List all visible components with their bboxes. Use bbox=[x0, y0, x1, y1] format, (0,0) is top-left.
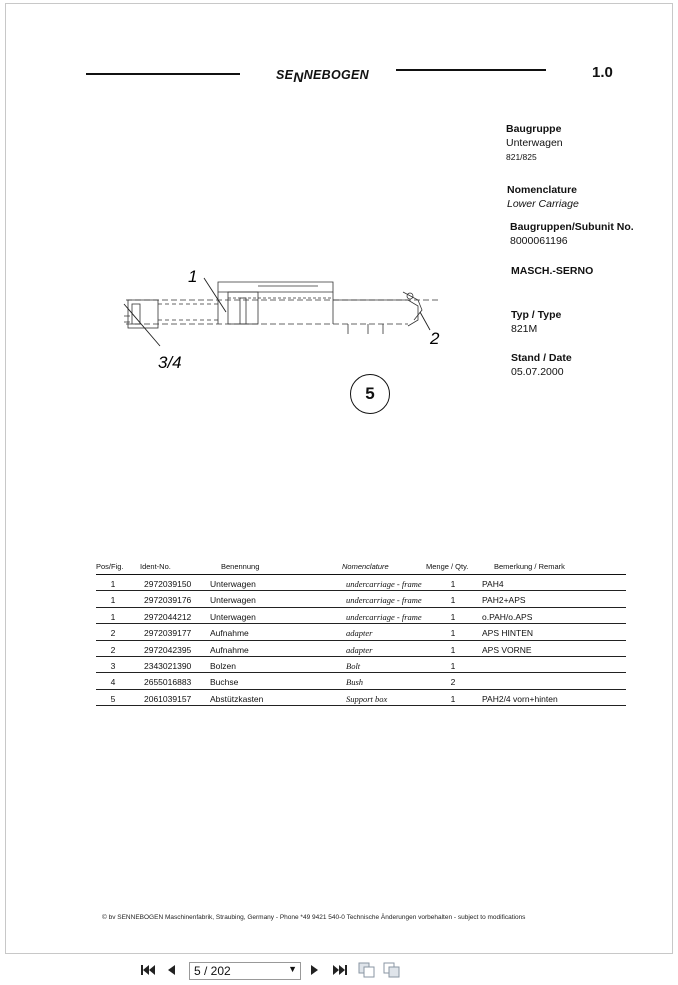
header-ident: Ident-No. bbox=[140, 562, 171, 571]
header-nomenclature: Nomenclature bbox=[342, 562, 389, 571]
table-row: 5 2061039157 Abstützkasten Support box 1 PAH2/4 vorn+hinten bbox=[96, 690, 626, 706]
header-benennung: Benennung bbox=[221, 562, 260, 571]
table-row: 2 2972039177 Aufnahme adapter 1 APS HINTEN bbox=[96, 624, 626, 640]
type-value: 821M bbox=[511, 323, 538, 335]
table-row: 1 2972039176 Unterwagen undercarriage - frame 1 PAH2+APS bbox=[96, 591, 626, 607]
subunit-label: Baugruppen/Subunit No. bbox=[510, 221, 634, 233]
single-page-view-button[interactable] bbox=[358, 962, 376, 978]
two-page-view-icon bbox=[383, 962, 401, 978]
header-rule-left bbox=[86, 73, 240, 75]
sennebogen-logo: SENNEBOGEN bbox=[276, 68, 370, 85]
last-page-button[interactable] bbox=[332, 962, 348, 978]
table-row: 2 2972042395 Aufnahme adapter 1 APS VORNE bbox=[96, 641, 626, 657]
table-header bbox=[96, 560, 626, 575]
table-row: 3 2343021390 Bolzen Bolt 1 bbox=[96, 657, 626, 673]
serno-block bbox=[511, 264, 593, 278]
info-block bbox=[506, 122, 563, 164]
type-label: Typ / Type bbox=[511, 309, 562, 321]
two-page-view-button[interactable] bbox=[383, 962, 401, 978]
baugruppe-models: 821/825 bbox=[506, 152, 537, 162]
first-page-button[interactable] bbox=[140, 962, 156, 978]
callout-3-4: 3/4 bbox=[158, 353, 182, 372]
nomenclature-block bbox=[507, 183, 579, 211]
nomenclature-label: Nomenclature bbox=[507, 184, 578, 196]
first-page-icon bbox=[140, 963, 156, 977]
subunit-block bbox=[510, 220, 634, 248]
header-pos: Pos/Fig. bbox=[96, 562, 124, 571]
next-page-icon bbox=[310, 963, 320, 977]
last-page-icon bbox=[332, 963, 348, 977]
callout-1: 1 bbox=[188, 267, 198, 286]
page-view-icon bbox=[358, 962, 376, 978]
date-label: Stand / Date bbox=[511, 352, 572, 364]
viewer-toolbar bbox=[0, 955, 678, 985]
next-page-button[interactable] bbox=[309, 962, 321, 978]
figure-number-circle: 5 bbox=[350, 374, 390, 414]
page-indicator: 5 / 202 bbox=[194, 964, 231, 978]
table-row: 4 2655016883 Buchse Bush 2 bbox=[96, 673, 626, 689]
baugruppe-label: Baugruppe bbox=[506, 123, 562, 135]
table-row: 1 2972044212 Unterwagen undercarriage - frame 1 o.PAH/o.APS bbox=[96, 608, 626, 624]
previous-page-icon bbox=[166, 963, 176, 977]
baugruppe-value: Unterwagen bbox=[506, 137, 563, 149]
subunit-value: 8000061196 bbox=[510, 235, 568, 247]
document-page bbox=[5, 3, 673, 954]
table-body bbox=[96, 575, 626, 706]
date-block bbox=[511, 351, 572, 379]
serno-label: MASCH.-SERNO bbox=[511, 265, 594, 277]
header-qty: Menge / Qty. bbox=[426, 562, 469, 571]
date-value: 05.07.2000 bbox=[511, 366, 564, 378]
nomenclature-value: Lower Carriage bbox=[507, 198, 579, 210]
section-number: 1.0 bbox=[592, 64, 613, 81]
chevron-down-icon: ▼ bbox=[288, 964, 297, 974]
type-block bbox=[511, 308, 561, 336]
previous-page-button[interactable] bbox=[165, 962, 177, 978]
callout-2: 2 bbox=[430, 329, 440, 348]
lower-carriage-drawing bbox=[118, 264, 448, 374]
header-remark: Bemerkung / Remark bbox=[494, 562, 565, 571]
table-row: 1 2972039150 Unterwagen undercarriage - frame 1 PAH4 bbox=[96, 575, 626, 591]
page-number-select[interactable] bbox=[189, 962, 301, 980]
page-footer: © bv SENNEBOGEN Maschinenfabrik, Straubing, Germany - Phone *49 9421 540-0 Technische Änderungen vorbehalten - subject to modifications bbox=[102, 914, 526, 921]
header-rule-right bbox=[396, 69, 546, 71]
parts-table bbox=[96, 560, 626, 706]
